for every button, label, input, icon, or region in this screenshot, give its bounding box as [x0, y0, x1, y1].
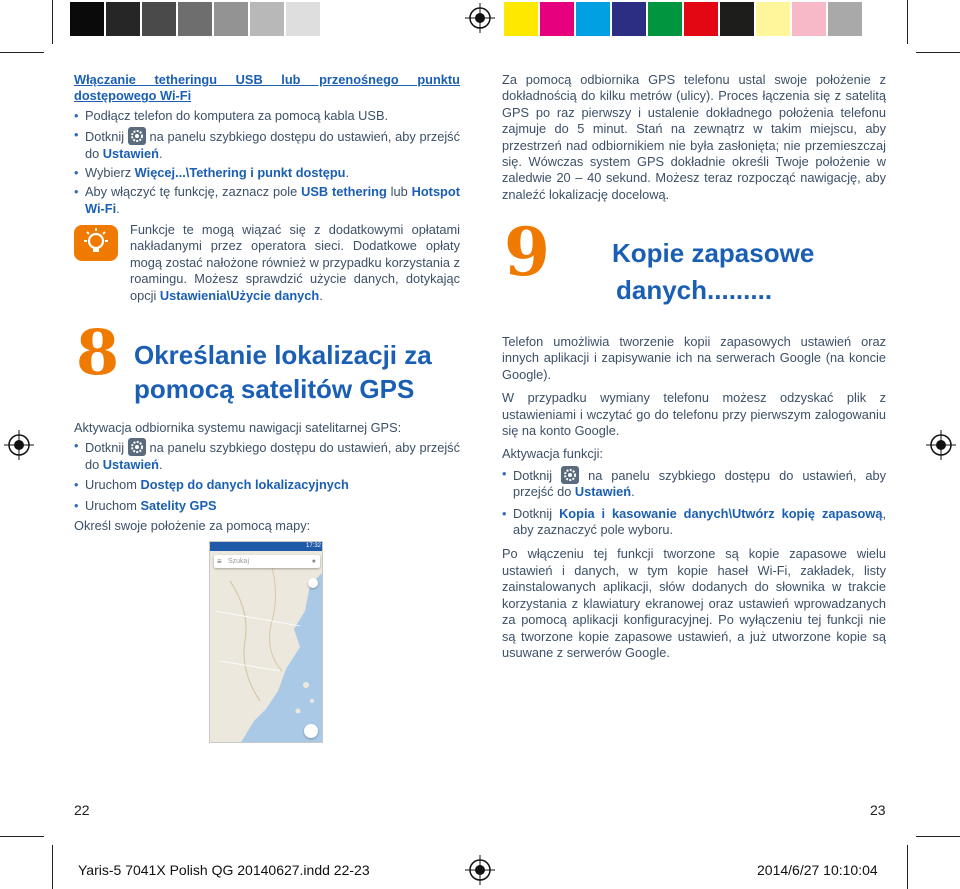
- bullet-text: .: [631, 484, 635, 500]
- crop-mark: [0, 52, 44, 53]
- location-access-option: Dostęp do danych lokalizacyjnych: [140, 477, 349, 493]
- bullet-text: Uruchom: [85, 497, 137, 513]
- gray-swatch: [286, 2, 320, 36]
- tip-lightbulb-icon: [74, 225, 118, 261]
- registration-mark-icon: [926, 430, 956, 460]
- bullet-text: Aby włączyć tę funkcję, zaznacz pole: [85, 184, 298, 200]
- hotspot-option: Hotspot Wi-Fi: [85, 184, 460, 216]
- crop-mark: [916, 52, 960, 53]
- my-location-icon[interactable]: [304, 724, 318, 738]
- gray-swatch: [106, 2, 140, 36]
- crop-mark: [907, 845, 908, 889]
- backup-paragraph-4: Po włączeniu tej funkcji tworzone są kopie zapasowe wielu ustawień i danych, w tym kopie haseł Wi-Fi, zakładek, listy zainstalowanych aplikacji, słów dodanych do słownika w trakcie korzystania z klawiatury ekranowej oraz ustawień wprowadzanych za pomocą aplikacji konfiguracyjnej. Po wyłączeniu tej funkcji nie są tworzone kopie zapasowe ustawień, a już utworzone kopie są usuwane z serwerów Google.: [502, 546, 886, 660]
- gps-intro: Aktywacja odbiornika systemu nawigacji satelitarnej GPS:: [74, 420, 402, 435]
- tip-menu-path: Ustawienia\Użycie danych: [159, 287, 320, 303]
- color-swatch: [828, 2, 862, 36]
- registration-mark-icon: [465, 3, 495, 33]
- bullet-text: Dotknij: [513, 505, 553, 521]
- bullet-text: lub: [390, 184, 408, 200]
- section-9-number: 9: [504, 213, 550, 291]
- quick-settings-gear-icon: [561, 466, 579, 484]
- bullet-text: .: [116, 200, 120, 216]
- backup-menu-path: Kopia i kasowanie danych\Utwórz kopię zapasową: [559, 505, 883, 521]
- phone-map-screenshot: [209, 541, 323, 743]
- settings-link: Ustawień: [574, 484, 632, 500]
- bullet-text: Wybierz: [85, 165, 132, 181]
- map-search-input[interactable]: Szukaj: [228, 558, 250, 565]
- page-number-right: 23: [870, 802, 886, 818]
- gray-swatch: [70, 2, 104, 36]
- section-9-title-line2: danych.........: [616, 275, 773, 305]
- menu-icon[interactable]: ≡: [217, 557, 222, 566]
- backup-bullet-settings: [502, 466, 886, 501]
- color-swatch: [504, 2, 538, 36]
- color-swatch: [756, 2, 790, 36]
- crop-mark: [52, 0, 53, 44]
- crop-mark: [907, 0, 908, 44]
- gray-swatch: [214, 2, 248, 36]
- mic-icon[interactable]: ●: [311, 558, 316, 565]
- bullet-text: Uruchom: [85, 477, 137, 493]
- registration-mark-icon: [465, 855, 495, 885]
- tip-note: [130, 222, 460, 304]
- gps-map-instruction: Określ swoje położenie za pomocą mapy:: [74, 518, 311, 534]
- settings-link: Ustawień: [102, 456, 159, 472]
- color-swatch: [720, 2, 754, 36]
- bullet-text: .: [158, 456, 163, 472]
- file-slug: Yaris-5 7041X Polish QG 20140627.indd 22-23: [78, 862, 370, 878]
- crop-mark: [52, 845, 53, 889]
- section-8-title: Określanie lokalizacji za pomocą satelitów GPS: [134, 340, 432, 404]
- gps-activation-block: [74, 420, 460, 534]
- tethering-heading: Włączanie tetheringu USB lub przenośnego punktu dostępowego Wi-Fi: [74, 72, 460, 104]
- color-swatch: [684, 2, 718, 36]
- bullet-open-settings: [74, 127, 460, 162]
- backup-activation-label: Aktywacja funkcji:: [502, 446, 603, 462]
- bullet-select-more: [74, 165, 460, 181]
- bullet-text: Dotknij: [85, 129, 125, 145]
- gps-bullet-location-access: [74, 477, 460, 493]
- bullet-enable: [74, 184, 460, 217]
- gray-swatch: [250, 2, 284, 36]
- color-swatch: [540, 2, 574, 36]
- gps-bullet-settings: [74, 438, 460, 473]
- color-swatch: [612, 2, 646, 36]
- gray-swatch: [142, 2, 176, 36]
- bullet-text: na panelu szybkiego dostępu do ustawień, aby przejść do: [85, 440, 460, 472]
- status-bar: [210, 542, 323, 551]
- section-8-number: 8: [76, 316, 120, 389]
- quick-settings-gear-icon: [128, 127, 146, 145]
- quick-settings-gear-icon: [128, 438, 146, 456]
- backup-paragraph-2: W przypadku wymiany telefonu możesz odzyskać plik z ustawieniami i wczytać go do telefonu przy pierwszym zalogowaniu się na konto Google.: [502, 390, 886, 439]
- backup-section: [502, 334, 886, 661]
- gray-swatch: [178, 2, 212, 36]
- compass-icon[interactable]: [308, 578, 318, 588]
- status-time: 17:32: [305, 543, 321, 549]
- gray-swatch: [322, 2, 356, 36]
- page-number-left: 22: [74, 802, 90, 818]
- bullet-text: na panelu szybkiego dostępu do ustawień, aby przejść do: [513, 467, 886, 500]
- bullet-text: Podłącz telefon do komputera za pomocą kabla USB.: [85, 107, 389, 123]
- color-swatch: [648, 2, 682, 36]
- settings-link: Ustawień: [102, 145, 159, 161]
- gps-bullet-gps-satellites: [74, 498, 460, 514]
- color-swatch: [792, 2, 826, 36]
- backup-paragraph-1: Telefon umożliwia tworzenie kopii zapasowych ustawień oraz innych aplikacji i zapisywanie ich na serwerach Google (na koncie Google).: [502, 334, 886, 382]
- gps-satellites-option: Satelity GPS: [140, 497, 217, 513]
- map-search-bar[interactable]: [214, 555, 320, 568]
- tip-text-end: .: [319, 287, 323, 303]
- bullet-text: Dotknij: [85, 440, 125, 456]
- crop-mark: [916, 836, 960, 837]
- map-land-and-sea: [210, 551, 323, 743]
- left-page-column: [74, 72, 460, 217]
- crop-mark: [0, 836, 44, 837]
- bullet-connect-usb: [74, 108, 460, 124]
- bullet-text: na panelu szybkiego dostępu do ustawień, aby przejść do: [85, 129, 460, 161]
- section-9-title-line1: Kopie zapasowe: [612, 238, 815, 268]
- bullet-text: .: [345, 165, 350, 181]
- gps-description: Za pomocą odbiornika GPS telefonu ustal swoje położenie z dokładnością do kilku metrów (ulicy). Proces łączenia się z satelitą GPS po raz pierwszy i ustalenie dokładnego położenia telefonu zajmuje do 5 minut. Stań na zewnątrz w takim miejscu, aby przestrzeń nad odbiornikiem nie była zasłonięta; nie przemieszczaj się. Wówczas system GPS dokładnie określi Twoje położenie w zaledwie 20 – 40 sekund. Możesz teraz rozpocząć nawigację, aby znaleźć lokalizację docelową.: [502, 72, 886, 202]
- color-swatch: [576, 2, 610, 36]
- bullet-text: .: [158, 145, 163, 161]
- bullet-text: , aby zaznaczyć pole wyboru.: [513, 505, 886, 538]
- usb-tethering-option: USB tethering: [301, 184, 387, 200]
- backup-bullet-create-backup: [502, 506, 886, 539]
- menu-path: Więcej...\Tethering i punkt dostępu: [134, 165, 346, 181]
- print-timestamp: 2014/6/27 10:10:04: [757, 862, 878, 878]
- registration-mark-icon: [4, 430, 34, 460]
- bullet-text: Dotknij: [513, 467, 553, 483]
- tip-text: Funkcje te mogą wiązać się z dodatkowymi opłatami nakładanymi przez operatora sieci. Dodatkowe opłaty mogą zostać nałożone również w przypadku korzystania z roamingu. Możesz sprawdzić użycie danych, dotykając opcji: [130, 222, 460, 303]
